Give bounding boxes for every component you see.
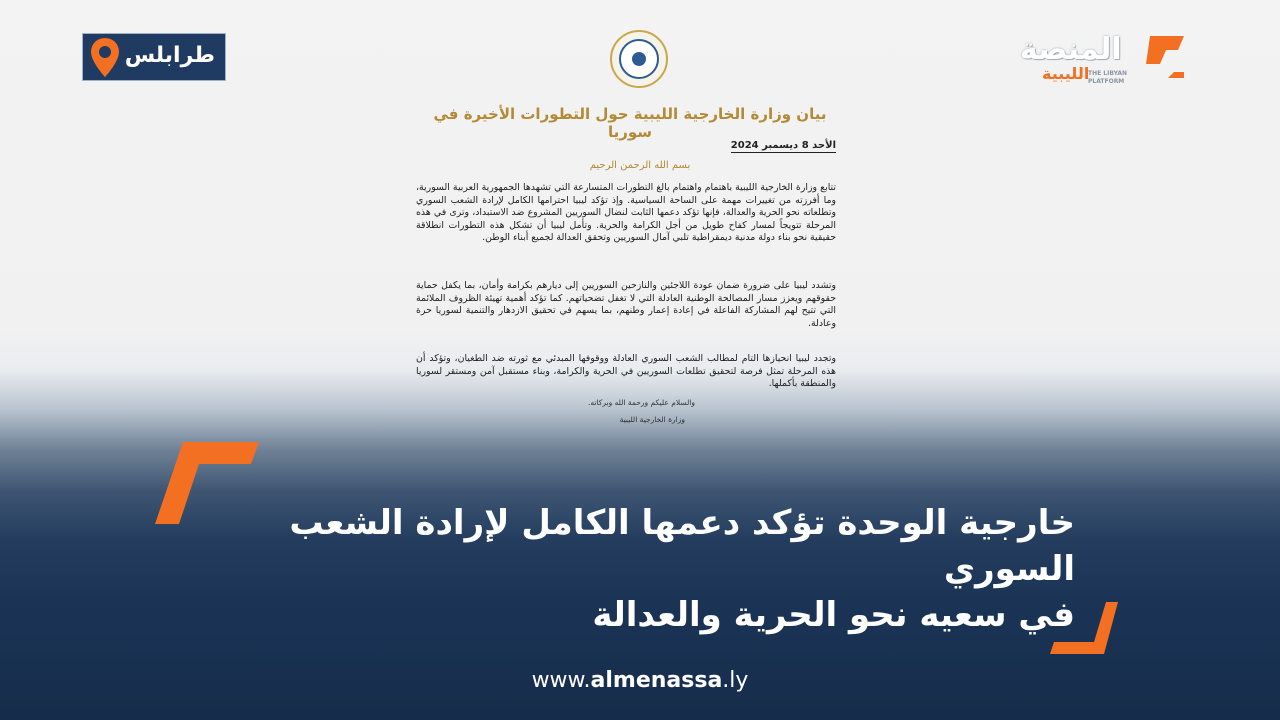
document-signature: وزارة الخارجية الليبية <box>619 415 685 424</box>
url-suffix: .ly <box>722 668 749 693</box>
location-badge <box>82 33 226 81</box>
headline-line-1: خارجية الوحدة تؤكد دعمها الكامل لإرادة الشعب السوري <box>289 503 1075 589</box>
document-date: الأحد 8 ديسمبر 2024 <box>730 140 836 151</box>
url-prefix: www. <box>531 668 591 693</box>
headline-line-2: في سعيه نحو الحرية والعدالة <box>592 595 1075 635</box>
map-pin-icon <box>85 35 125 81</box>
logo-mark-icon <box>1144 32 1188 80</box>
platform-logo <box>1018 30 1188 90</box>
document-basmala: بسم الله الرحمن الرحيم <box>589 160 691 171</box>
url-domain: almenassa <box>590 668 723 693</box>
logo-english-line1: THE LIBYAN <box>1088 70 1128 77</box>
statement-document <box>416 20 860 440</box>
document-closing: والسلام عليكم ورحمة الله وبركاته. <box>588 398 695 407</box>
location-label: طرابلس <box>124 43 215 68</box>
document-paragraph: تتابع وزارة الخارجية الليبية باهتمام واهتمام بالغ التطورات المتسارعة التي تشهدها الجمهورية العربية السورية، وما أفرزته من تغييرات مهمة على الساحة السياسية. وإذ تؤكد ليبيا احترامها الكامل لإرادة الشعب السوري وتطلعاته نحو الحرية والعدالة، فإنها تؤكد دعمها الثابت لنضال السوريين المشروع ضد الاستبداد، وترى في هذه المرحلة تتويجاً لمسار كفاح طويل من أجل الكرامة والحرية. وتأمل ليبيا أن تشكل هذه التطورات انطلاقة حقيقية نحو بناء دولة مدنية ديمقراطية تلبي آمال السوريين وتحقق العدالة لجميع أبناء الوطن. <box>416 182 836 244</box>
headline <box>175 500 1075 638</box>
website-url[interactable] <box>0 668 1280 693</box>
document-paragraph: وتجدد ليبيا انحيازها التام لمطالب الشعب السوري العادلة ووقوفها المبدئي مع ثورته ضد الطغيان، وتؤكد أن هذه المرحلة تمثل فرصة لتحقيق تطلعات السوريين في الحرية والكرامة، وبناء مستقبل آمن ومستقر لسوريا والمنطقة بأكملها. <box>416 353 836 390</box>
ministry-seal-icon <box>610 30 668 88</box>
logo-arabic-main: المنصة <box>1020 32 1122 67</box>
document-title: بيان وزارة الخارجية الليبية حول التطورات الأخيرة في سوريا <box>433 105 827 141</box>
logo-english-line2: PLATFORM <box>1088 78 1125 85</box>
document-paragraph: وتشدد ليبيا على ضرورة ضمان عودة اللاجئين والنازحين السوريين إلى ديارهم بكرامة وأمان، بما يكفل حماية حقوقهم ويعزز مسار المصالحة الوطنية العادلة التي لا تغفل تضحياتهم. كما تؤكد أهمية تهيئة الظروف الملائمة التي تتيح لهم المشاركة الفاعلة في إعادة إعمار وطنهم، بما يسهم في تحقيق الازدهار والتنمية لسوريا حرة وعادلة. <box>416 280 836 329</box>
logo-arabic-sub: الليبية <box>1042 64 1090 83</box>
